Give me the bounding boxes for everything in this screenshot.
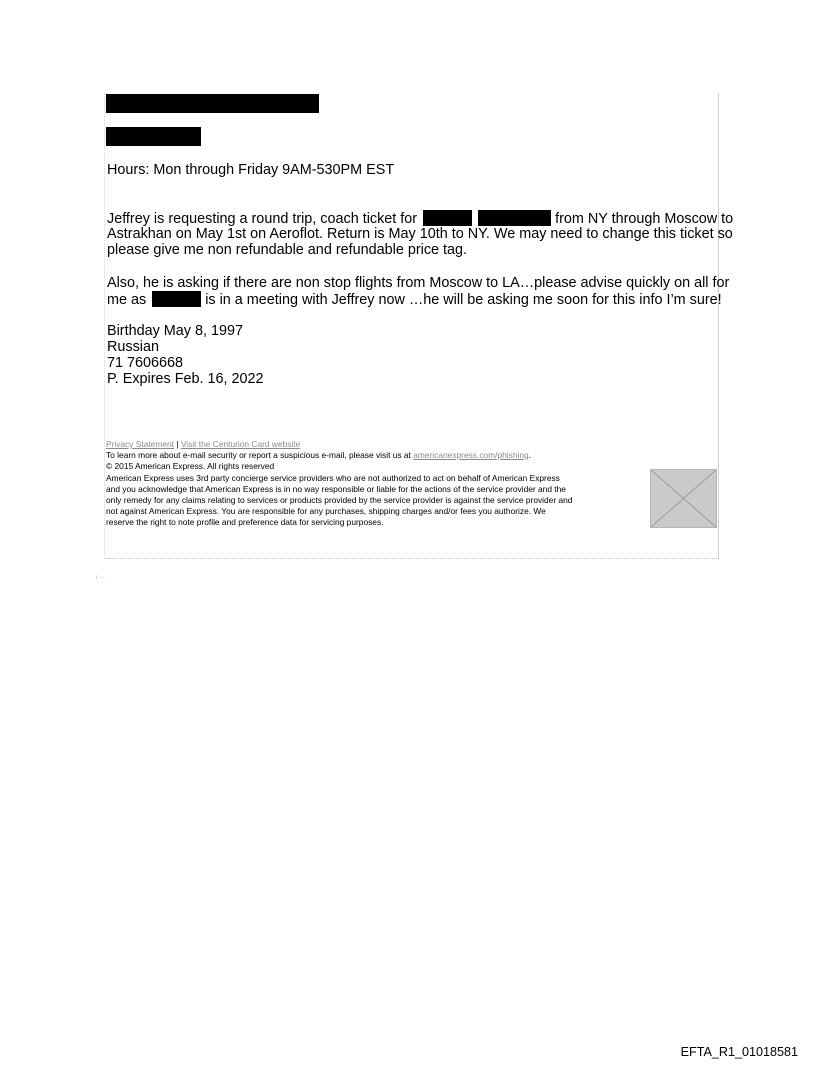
privacy-statement-link[interactable]: Privacy Statement <box>106 439 174 449</box>
footer-separator: | <box>173 439 181 449</box>
request-line-2: Astrakhan on May 1st on Aeroflot. Return is May 10th to NY. We may need to change this ticket so <box>107 226 733 242</box>
flights-line-2-end: is in a meeting with Jeffrey now …he will be asking me soon for this info I’m sure! <box>205 292 722 308</box>
disclaimer-line-5: reserve the right to note profile and preference data for servicing purposes. <box>106 517 384 527</box>
redaction-block <box>106 127 201 146</box>
broken-image-icon <box>651 470 716 527</box>
request-line-3: please give me non refundable and refundable price tag. <box>107 242 468 258</box>
bates-number: EFTA_R1_01018581 <box>680 1045 798 1059</box>
disclaimer-line-2: and you acknowledge that American Express is in no way responsible or liable for the actions of the service provider and the <box>106 484 566 494</box>
disclaimer-line-1: American Express uses 3rd party concierge service providers who are not authorized to act on behalf of American Express <box>106 473 560 483</box>
request-line-1-start: Jeffrey is requesting a round trip, coach ticket for <box>107 211 418 227</box>
redaction-block <box>106 94 319 113</box>
copyright: © 2015 American Express. All rights reserved <box>106 461 275 471</box>
detail-birthday: Birthday May 8, 1997 <box>107 323 243 339</box>
redaction-inline <box>478 210 551 226</box>
security-notice-text: To learn more about e-mail security or report a suspicious e-mail, please visit us at <box>106 450 414 460</box>
detail-nationality: Russian <box>107 339 159 355</box>
request-line-1-end: from NY through Moscow to <box>555 211 734 227</box>
redaction-inline <box>423 210 472 226</box>
flights-line-2-start: me as <box>107 292 147 308</box>
request-line-1 <box>107 210 733 227</box>
detail-number: 71 7606668 <box>107 355 184 371</box>
security-notice-end: . <box>528 450 531 460</box>
footer-links <box>106 439 300 449</box>
centurion-card-link[interactable]: Visit the Centurion Card website <box>180 439 301 449</box>
phishing-link[interactable]: americanexpress.com/phishing <box>413 450 529 460</box>
stray-scan-mark: ¦ ...... <box>96 574 105 579</box>
broken-image-placeholder <box>650 469 717 528</box>
flights-line-1: Also, he is asking if there are non stop flights from Moscow to LA…please advise quickly on all for <box>107 275 730 291</box>
redaction-inline <box>152 291 201 307</box>
disclaimer-line-4: not against American Express. You are responsible for any purchases, shipping charges and/or fees you authorize. We <box>106 506 546 516</box>
hours-text: Hours: Mon through Friday 9AM-530PM EST <box>107 162 395 178</box>
detail-expiry: P. Expires Feb. 16, 2022 <box>107 371 264 387</box>
flights-line-2 <box>107 291 722 308</box>
security-notice <box>106 450 531 460</box>
disclaimer-line-3: only remedy for any claims relating to services or products provided by the service provider is against the service provider and <box>106 495 573 505</box>
